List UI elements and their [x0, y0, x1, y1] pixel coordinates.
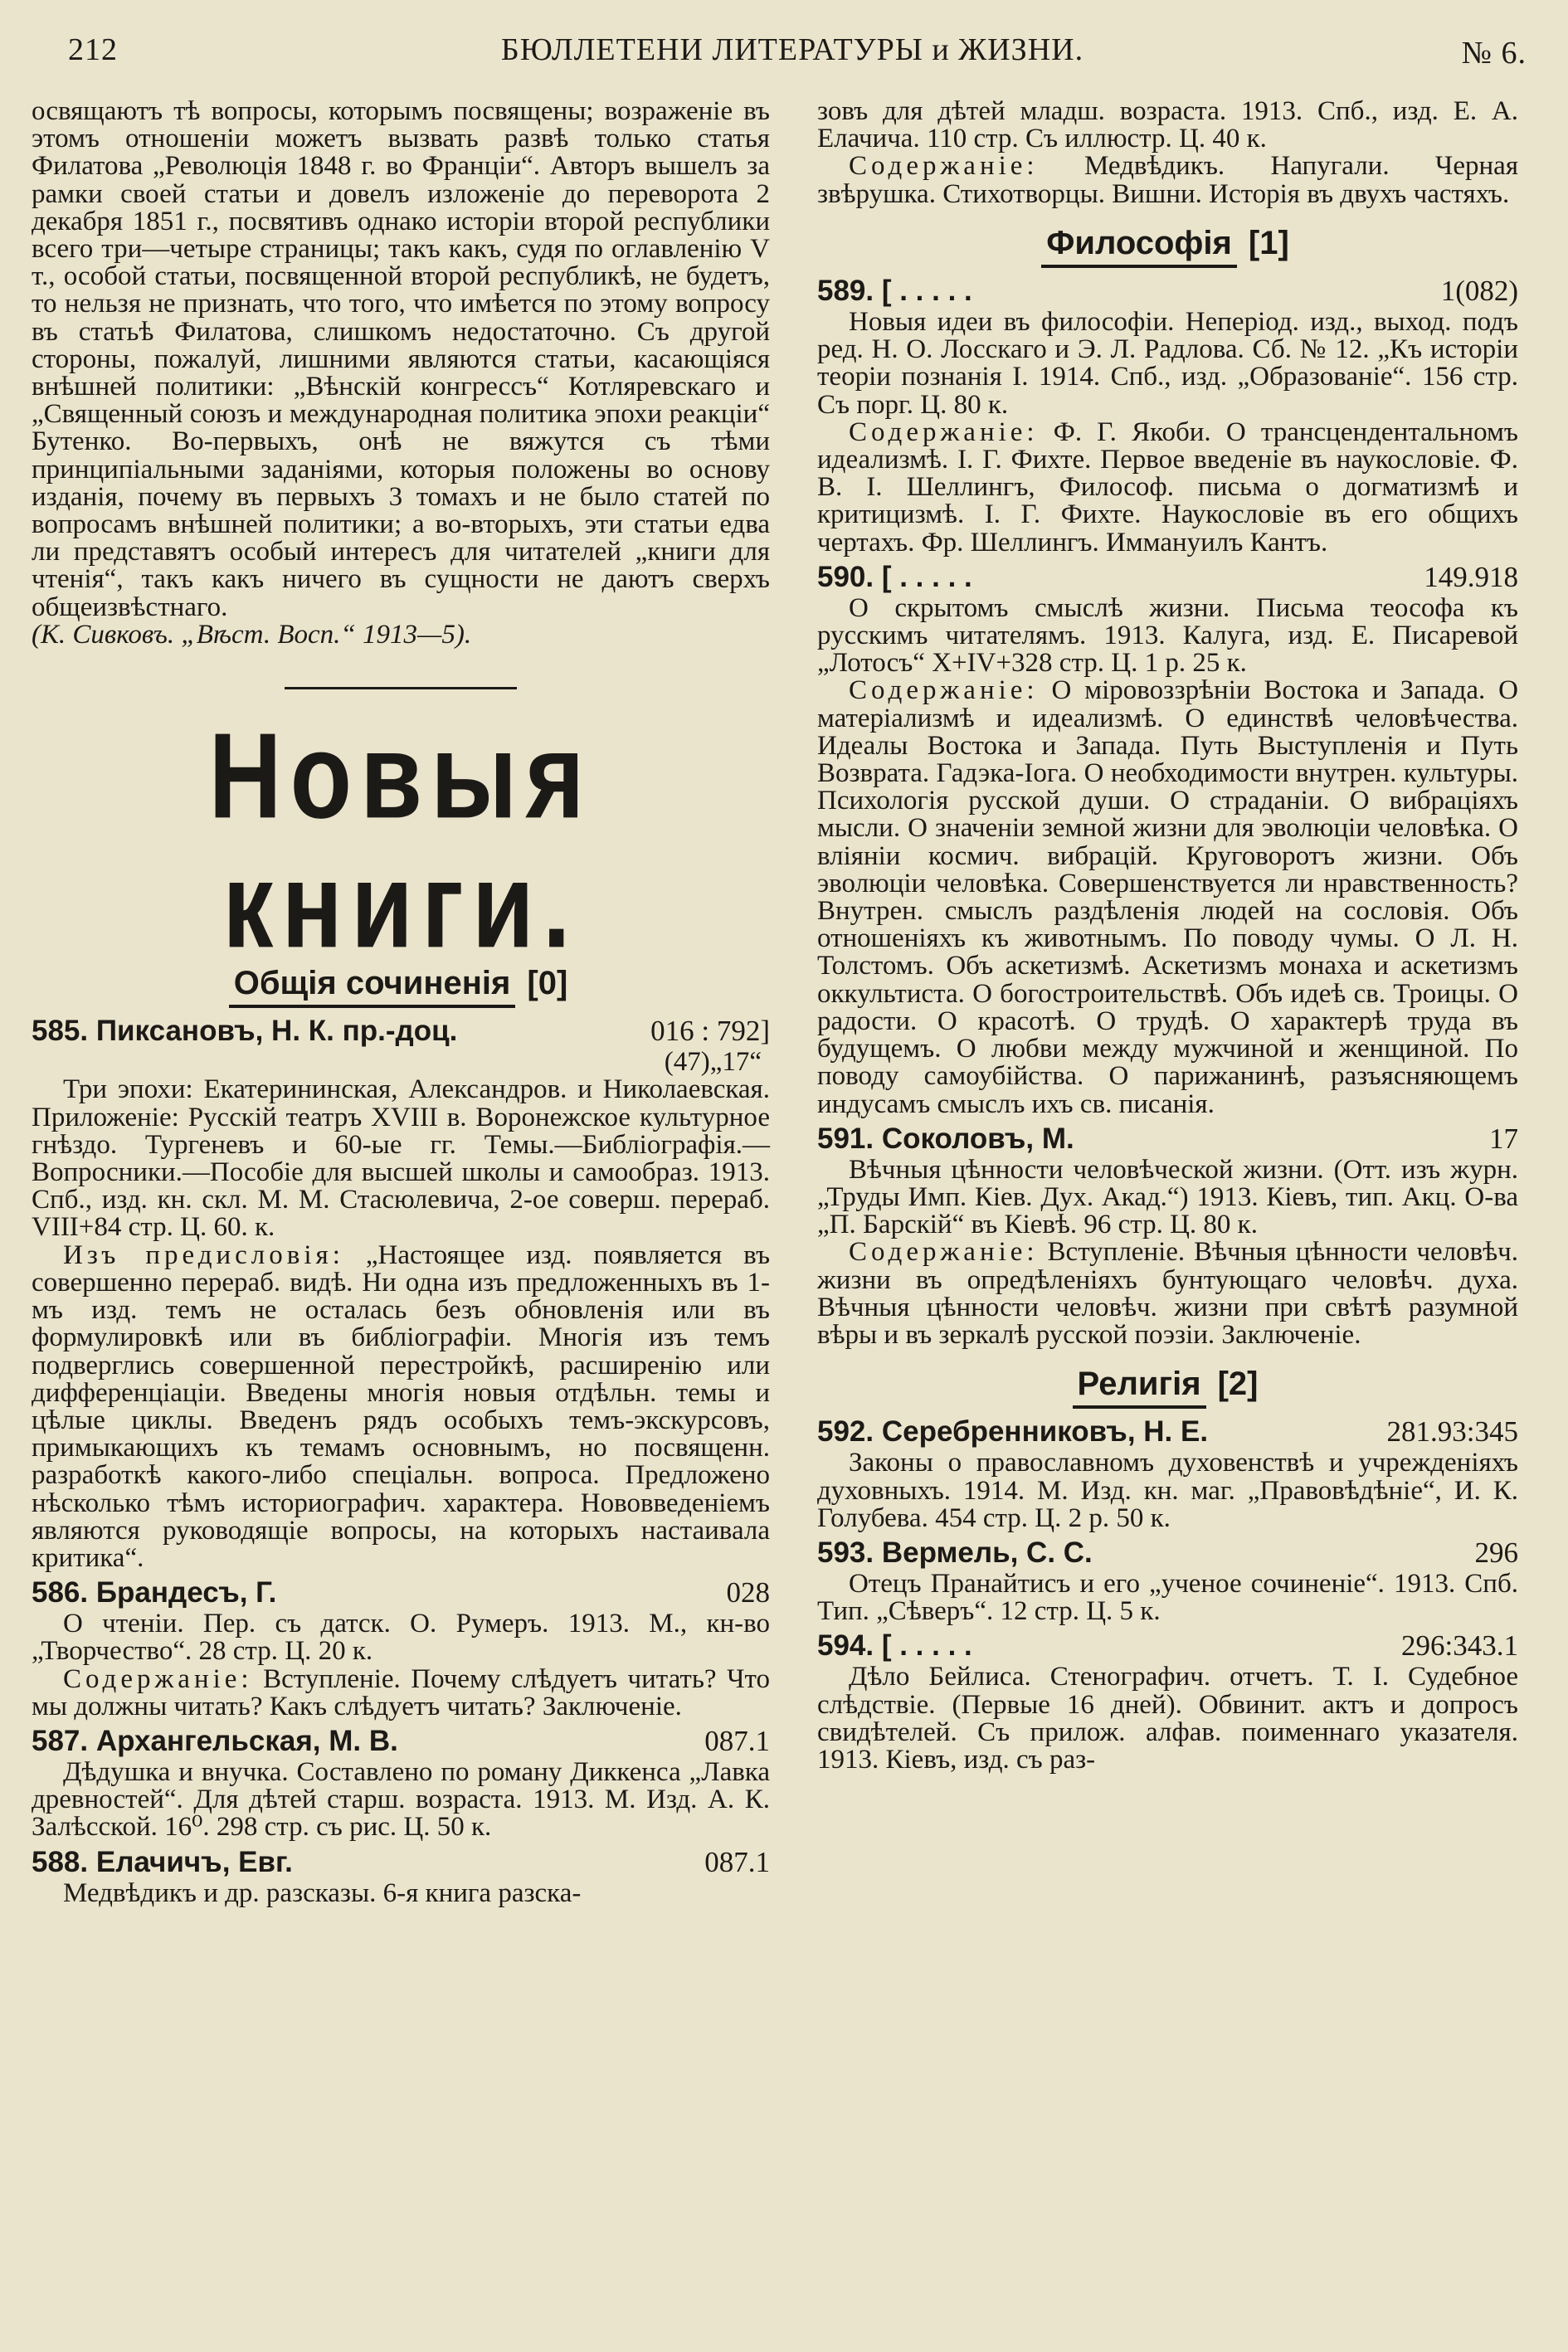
- entry-heading: [817, 1536, 1518, 1570]
- entry-sub-text: Вступленіе. Вѣчныя цѣнности человѣч. жизни въ опредѣленіяхъ бунтующаго человѣч. духа. Вѣчныя цѣнности человѣч. жизни при свѣтѣ разумной вѣры и въ зеркалѣ русской поэзіи. Заключеніе.: [817, 1237, 1519, 1350]
- section-name: Общія сочиненія: [229, 965, 516, 1008]
- entry-classification: 028: [726, 1576, 770, 1609]
- entry-sub-text: Ф. Г. Якоби. О трансцендентальномъ идеализмѣ. I. Г. Фихте. Первое введеніе въ наукословіе. Ф. В. I. Шеллингъ, Философ. письма о догматизмѣ и критицизмѣ. I. Г. Фихте. Наукословіе въ его общихъ чертахъ. Фр. Шеллингъ. Иммануилъ Кантъ.: [817, 416, 1518, 558]
- entry-body: О скрытомъ смыслѣ жизни. Письма теософа къ русскимъ читателямъ. 1913. Калуга, изд. Е. Писаревой „Лотосъ“ X+IV+328 стр. Ц. 1 р. 25 к.: [817, 592, 1518, 679]
- entry-author: 588. Елачичъ, Евг.: [32, 1845, 293, 1878]
- entry-classification: 016 : 792]: [650, 1015, 770, 1048]
- main-heading: Новыя книги.: [208, 708, 593, 973]
- entry-contents: [817, 1239, 1518, 1349]
- entry-588-continuation: зовъ для дѣтей младш. возраста. 1913. Спб., изд. Е. А. Елачича. 110 стр. Съ иллюстр. Ц. 40 к.: [817, 96, 1518, 154]
- section-number: [2]: [1217, 1366, 1259, 1403]
- entry-sub-label: Содержаніе:: [849, 416, 1039, 447]
- entry-heading: [817, 274, 1518, 309]
- entry-contents: [817, 677, 1518, 1118]
- review-citation: (К. Сивковъ. „Вѣст. Восп.“ 1913—5).: [32, 619, 472, 650]
- entry-588: [32, 1845, 770, 1907]
- entry-body: Законы о православномъ духовенствѣ и учрежденіяхъ духовныхъ. 1914. М. Изд. кн. маг. „Правовѣдѣніе“, И. К. Голубева. 454 стр. Ц. 2 р. 50 к.: [817, 1448, 1518, 1533]
- entry-classification: 281.93:345: [1386, 1415, 1518, 1449]
- entry-sub-label: Изъ предисловія:: [63, 1239, 344, 1270]
- entry-heading: [32, 1014, 770, 1049]
- entry-classification: 296:343.1: [1401, 1629, 1518, 1663]
- running-title: БЮЛЛЕТЕНИ ЛИТЕРАТУРЫ и ЖИЗНИ.: [500, 32, 1084, 67]
- entry-sub-text: Медвѣдикъ. Напугали. Черная звѣрушка. Стихотворцы. Вишни. Исторія въ двухъ частяхъ.: [817, 151, 1519, 209]
- entry-author: 589. [ . . . . .: [817, 275, 972, 308]
- review-continuation: освящаютъ тѣ вопросы, которымъ посвящены; возраженіе въ этомъ отношеніи можетъ вызвать развѣ только статья Филатова „Революція 1848 г. во Франціи“. Авторъ вышелъ за рамки своей статьи и довелъ изложеніе до переворота 2 декабря 1851 г., посвятивъ однако исторіи второй республики всего три—четыре страницы; такъ какъ, судя по оглавленію V т., особой статьи, посвященной второй республикѣ, не будетъ, то нельзя не признать, что того, что имѣется по этому вопросу въ статьѣ Филатова, слишкомъ недостаточно. Съ другой стороны, пожалуй, лишними являются статьи, касающіяся внѣшней политики: „Вѣнскій конгрессъ“ Котляревскаго и „Священный союзъ и международная политика эпохи реакціи“ Бутенко. Во-первыхъ, онѣ не вяжутся съ тѣми принципіальными заданіями, которыя положены во основу изданія, почему въ первыхъ 3 томахъ и не было статей по вопросамъ внѣшней политики; а во-вторыхъ, эти статьи едва ли представятъ особый интересъ для читателей „книги для чтенія“, такъ какъ ничего въ сущности не даютъ сверхъ общеизвѣстнаго.: [32, 96, 770, 622]
- entry-heading: [817, 1122, 1518, 1157]
- entry-classification: 296: [1474, 1536, 1518, 1569]
- entry-sub-label: Содержаніе:: [849, 1237, 1039, 1268]
- entry-heading: [32, 1724, 770, 1759]
- entry-588-contents: [817, 153, 1518, 207]
- section-name: Религія: [1073, 1366, 1206, 1409]
- entry-586: [32, 1575, 770, 1721]
- entry-585: [32, 1014, 770, 1572]
- entry-author: 592. Серебренниковъ, Н. Е.: [817, 1415, 1209, 1449]
- entry-593: [817, 1536, 1518, 1625]
- entry-classification: 087.1: [704, 1845, 770, 1878]
- entry-heading: [32, 1575, 770, 1610]
- entry-sub-label: Содержаніе:: [63, 1663, 253, 1694]
- entry-preface: [32, 1239, 771, 1573]
- entry-author: 590. [ . . . . .: [817, 560, 972, 593]
- separator-rule: [285, 687, 517, 689]
- entry-author: 585. Пиксановъ, Н. К. пр.-доц.: [32, 1015, 458, 1048]
- entry-classification: 1(082): [1440, 275, 1518, 308]
- entry-589: [817, 274, 1518, 557]
- entry-594: [817, 1629, 1518, 1774]
- entry-sub-text: Вступленіе. Почему слѣдуетъ читать? Что мы должны читать? Какъ слѣдуетъ читать? Заключеніе.: [32, 1663, 770, 1721]
- section-heading-philosophy: [817, 224, 1518, 261]
- entry-author: 591. Соколовъ, М.: [817, 1122, 1074, 1155]
- entry-590: [817, 560, 1518, 1118]
- section-name: Философія: [1041, 225, 1237, 268]
- entry-heading: [817, 1629, 1518, 1663]
- entry-heading: [817, 1415, 1518, 1449]
- entry-body: Медвѣдикъ и др. разсказы. 6-я книга разска-: [63, 1877, 582, 1908]
- section-heading-religion: [817, 1366, 1518, 1403]
- entry-classification: 149.918: [1424, 560, 1518, 593]
- entry-body: Новыя идеи въ философіи. Неперіод. изд., выход. подъ ред. Н. О. Лосскаго и Э. Л. Радлова. Сб. № 12. „Къ исторіи теоріи познанія I. 1914. Спб., изд. „Образованіе“. 156 стр. Съ порг. Ц. 80 к.: [817, 307, 1518, 420]
- entry-contents: [32, 1663, 770, 1721]
- section-number: [0]: [527, 965, 568, 1002]
- entry-author: 587. Архангельская, М. В.: [32, 1724, 398, 1757]
- entry-heading: [817, 560, 1518, 595]
- entry-body: Отецъ Пранайтисъ и его „ученое сочиненіе“. 1913. Спб. Тип. „Сѣверъ“. 12 стр. Ц. 5 к.: [817, 1568, 1518, 1627]
- page-number: 212: [68, 32, 118, 67]
- left-column: [32, 98, 770, 1907]
- entry-body: Вѣчныя цѣнности человѣческой жизни. (Отт. изъ журн. „Труды Имп. Кіев. Дух. Акад.“) 1913. Кіевъ, тип. Акц. О-ва „П. Барскій“ въ Кіевѣ. 96 стр. Ц. 80 к.: [817, 1154, 1518, 1240]
- entry-sub-label: Содержаніе:: [849, 675, 1039, 706]
- entry-sub-text: О міровоззрѣніи Востока и Запада. О матеріализмѣ и идеализмѣ. О единствѣ человѣчества. Идеалы Востока и Запада. Путь Выступленія и Путь Возврата. Гадэка-Iога. О необходимости внутрен. культуры. Психологія русской души. О страданіи. О вибраціяхъ мысли. О значеніи земной жизни для эволюціи человѣка. О вліяніи космич. вибрацій. Круговоротъ жизни. Объ эволюціи человѣка. Совершенствуется ли нравственность? Внутрен. смыслъ раздѣленія людей на сословія. Объ отношеніяхъ къ животнымъ. По поводу чумы. О Л. Н. Толстомъ. Объ аскетизмѣ. Аскетизмъ монаха и аскетизмъ оккультиста. О богостроительствѣ. Объ идеѣ св. Троицы. О радости. О красотѣ. О трудѣ. О характерѣ труда въ будущемъ. О любви между мужчиной и женщиной. По поводу самоубійства. О парижанинѣ, разъясняющемъ индусамъ смыслъ ихъ св. писанія.: [817, 675, 1519, 1119]
- page-header: [58, 23, 1527, 73]
- right-column: [817, 98, 1518, 1774]
- entry-body: Три эпохи: Екатерининская, Александров. и Николаевская. Приложеніе: Русскій театръ XVIII в. Воронежское культурное гнѣздо. Тургеневъ и 60-ые гг. Темы.—Библіографія.—Вопросники.—Пособіе для высшей школы и самообраз. 1913. Спб., изд. кн. скл. М. М. Стасюлевича, 2-ое соверш. перераб. VIII+84 стр. Ц. 60. к.: [32, 1074, 770, 1243]
- entry-sub-label: Содержаніе:: [849, 151, 1039, 182]
- entry-classification: 087.1: [704, 1724, 770, 1757]
- entry-classification-2: (47)„17“: [664, 1047, 762, 1078]
- entry-body: Дѣло Бейлиса. Стенографич. отчетъ. Т. I. Судебное слѣдствіе. (Первые 16 дней). Обвинит. актъ и допросъ свидѣтелей. Съ прилож. алфав. поименнаго указателя. 1913. Кіевъ, изд. съ раз-: [817, 1662, 1518, 1775]
- entry-587: [32, 1724, 770, 1842]
- entry-sub-text: „Настоящее изд. появляется въ совершенно перераб. видѣ. Ни одна изъ предложенныхъ въ 1-мъ изд. темъ не осталась безъ обновленія или въ формулировкѣ или въ библіографіи. Многія изъ темъ подверглись совершенной перестройкѣ, расширенію или дифференціаціи. Введены многія новыя отдѣльн. темы и цѣлые циклы. Введенъ рядъ особыхъ темъ-экскурсовъ, примыкающихъ къ темамъ основнымъ, но посвященн. разработкѣ какого-либо спеціальн. вопроса. Предложено нѣсколько тѣмъ историографич. характера. Нововведеніемъ являются руководящіе вопросы, на которыхъ настаивала критика“.: [32, 1239, 771, 1573]
- entry-591: [817, 1122, 1518, 1349]
- entry-heading: [32, 1845, 770, 1880]
- issue-number: № 6.: [1461, 36, 1527, 71]
- entry-author: 586. Брандесъ, Г.: [32, 1576, 277, 1609]
- entry-author: 594. [ . . . . .: [817, 1629, 972, 1663]
- entry-body: О чтеніи. Пер. съ датск. О. Румеръ. 1913. М., кн-во „Творчество“. 28 стр. Ц. 20 к.: [32, 1609, 770, 1667]
- entry-contents: [817, 416, 1518, 558]
- entry-592: [817, 1415, 1518, 1532]
- section-heading-general: [32, 965, 770, 1002]
- entry-classification: 17: [1489, 1122, 1518, 1155]
- section-number: [1]: [1248, 224, 1289, 261]
- entry-author: 593. Вермель, С. С.: [817, 1536, 1093, 1569]
- entry-body: Дѣдушка и внучка. Составлено по роману Диккенса „Лавка древностей“. Для дѣтей старш. возраста. 1913. М. Изд. А. К. Залѣсской. 16⁰. 298 стр. съ рис. Ц. 50 к.: [32, 1756, 770, 1843]
